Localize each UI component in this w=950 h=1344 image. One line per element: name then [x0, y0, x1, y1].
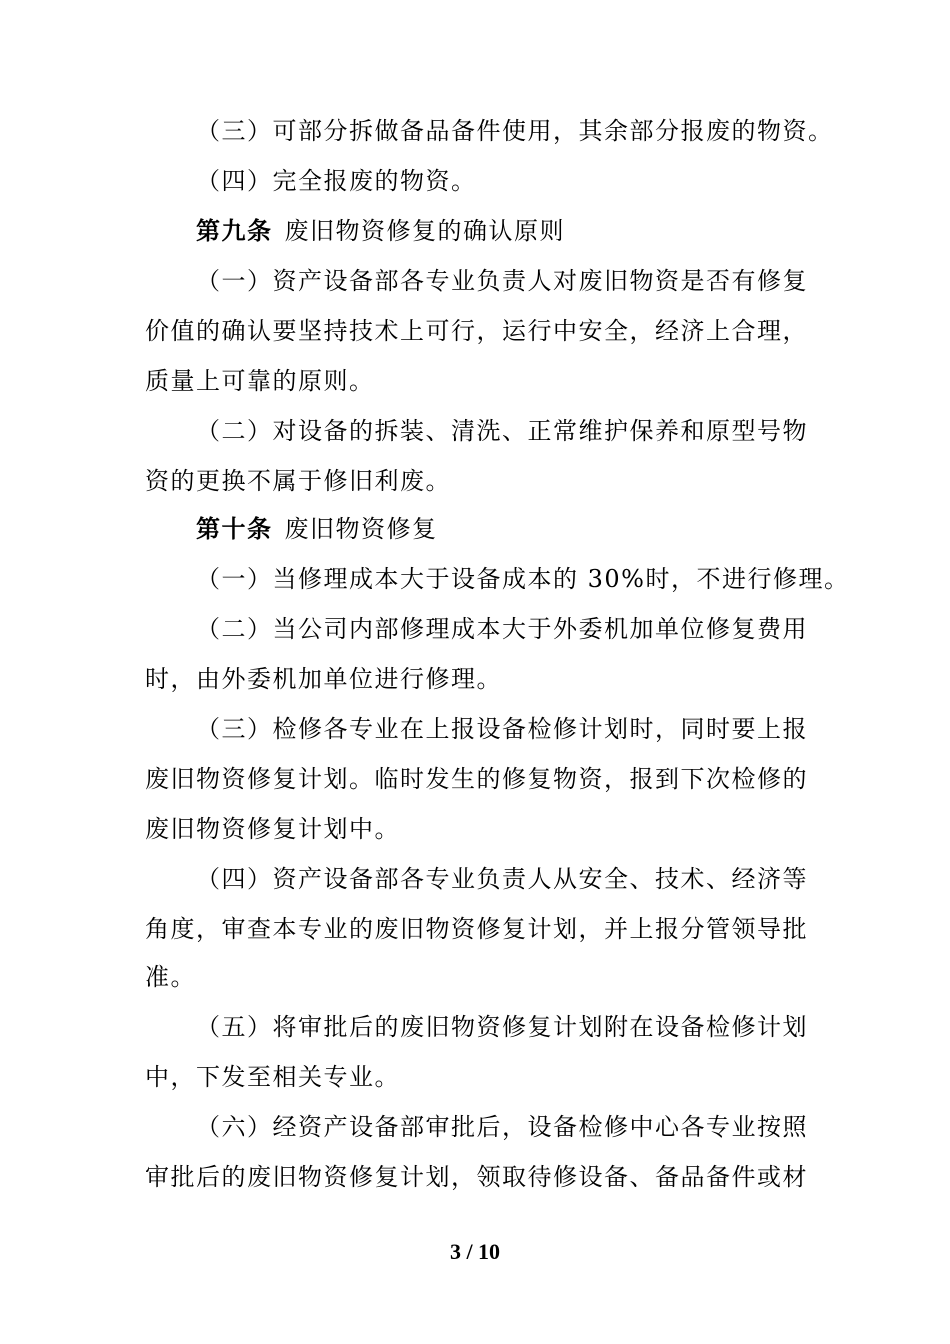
- paragraph-line: 质量上可靠的原则。: [145, 367, 375, 395]
- article-heading-10: [196, 514, 438, 544]
- paragraph-line: 时，由外委机加单位进行修理。: [145, 665, 502, 693]
- paragraph-line: （三）检修各专业在上报设备检修计划时，同时要上报: [196, 715, 808, 743]
- paragraph-line: （六）经资产设备部审批后，设备检修中心各专业按照: [196, 1113, 808, 1141]
- article-title: 废旧物资修复: [284, 515, 438, 543]
- paragraph-line: （三）可部分拆做备品备件使用，其余部分报废的物资。: [196, 117, 834, 145]
- page-number: 3 / 10: [449, 1239, 501, 1264]
- paragraph-line: 价值的确认要坚持技术上可行，运行中安全，经济上合理，: [145, 317, 808, 345]
- paragraph-line: （一）资产设备部各专业负责人对废旧物资是否有修复: [196, 267, 808, 295]
- paragraph-line: 审批后的废旧物资修复计划，领取待修设备、备品备件或材: [145, 1163, 808, 1191]
- paragraph-line: （二）对设备的拆装、清洗、正常维护保养和原型号物: [196, 417, 808, 445]
- paragraph-line: （一）当修理成本大于设备成本的 30%时，不进行修理。: [196, 565, 850, 593]
- paragraph-line: （五）将审批后的废旧物资修复计划附在设备检修计划: [196, 1013, 808, 1041]
- paragraph-line: 角度，审查本专业的废旧物资修复计划，并上报分管领导批: [145, 915, 808, 943]
- article-label: 第十条: [196, 514, 273, 543]
- article-label: 第九条: [196, 216, 273, 245]
- paragraph-line: 废旧物资修复计划。临时发生的修复物资，报到下次检修的: [145, 765, 808, 793]
- article-heading-9: [196, 216, 565, 246]
- paragraph-line: （四）资产设备部各专业负责人从安全、技术、经济等: [196, 865, 808, 893]
- paragraph-line: 准。: [145, 963, 196, 991]
- paragraph-line: 中，下发至相关专业。: [145, 1063, 400, 1091]
- paragraph-line: （二）当公司内部修理成本大于外委机加单位修复费用: [196, 615, 808, 643]
- article-title: 废旧物资修复的确认原则: [284, 217, 565, 245]
- paragraph-line: 资的更换不属于修旧利废。: [145, 467, 451, 495]
- paragraph-line: （四）完全报废的物资。: [196, 167, 477, 195]
- paragraph-line: 废旧物资修复计划中。: [145, 815, 400, 843]
